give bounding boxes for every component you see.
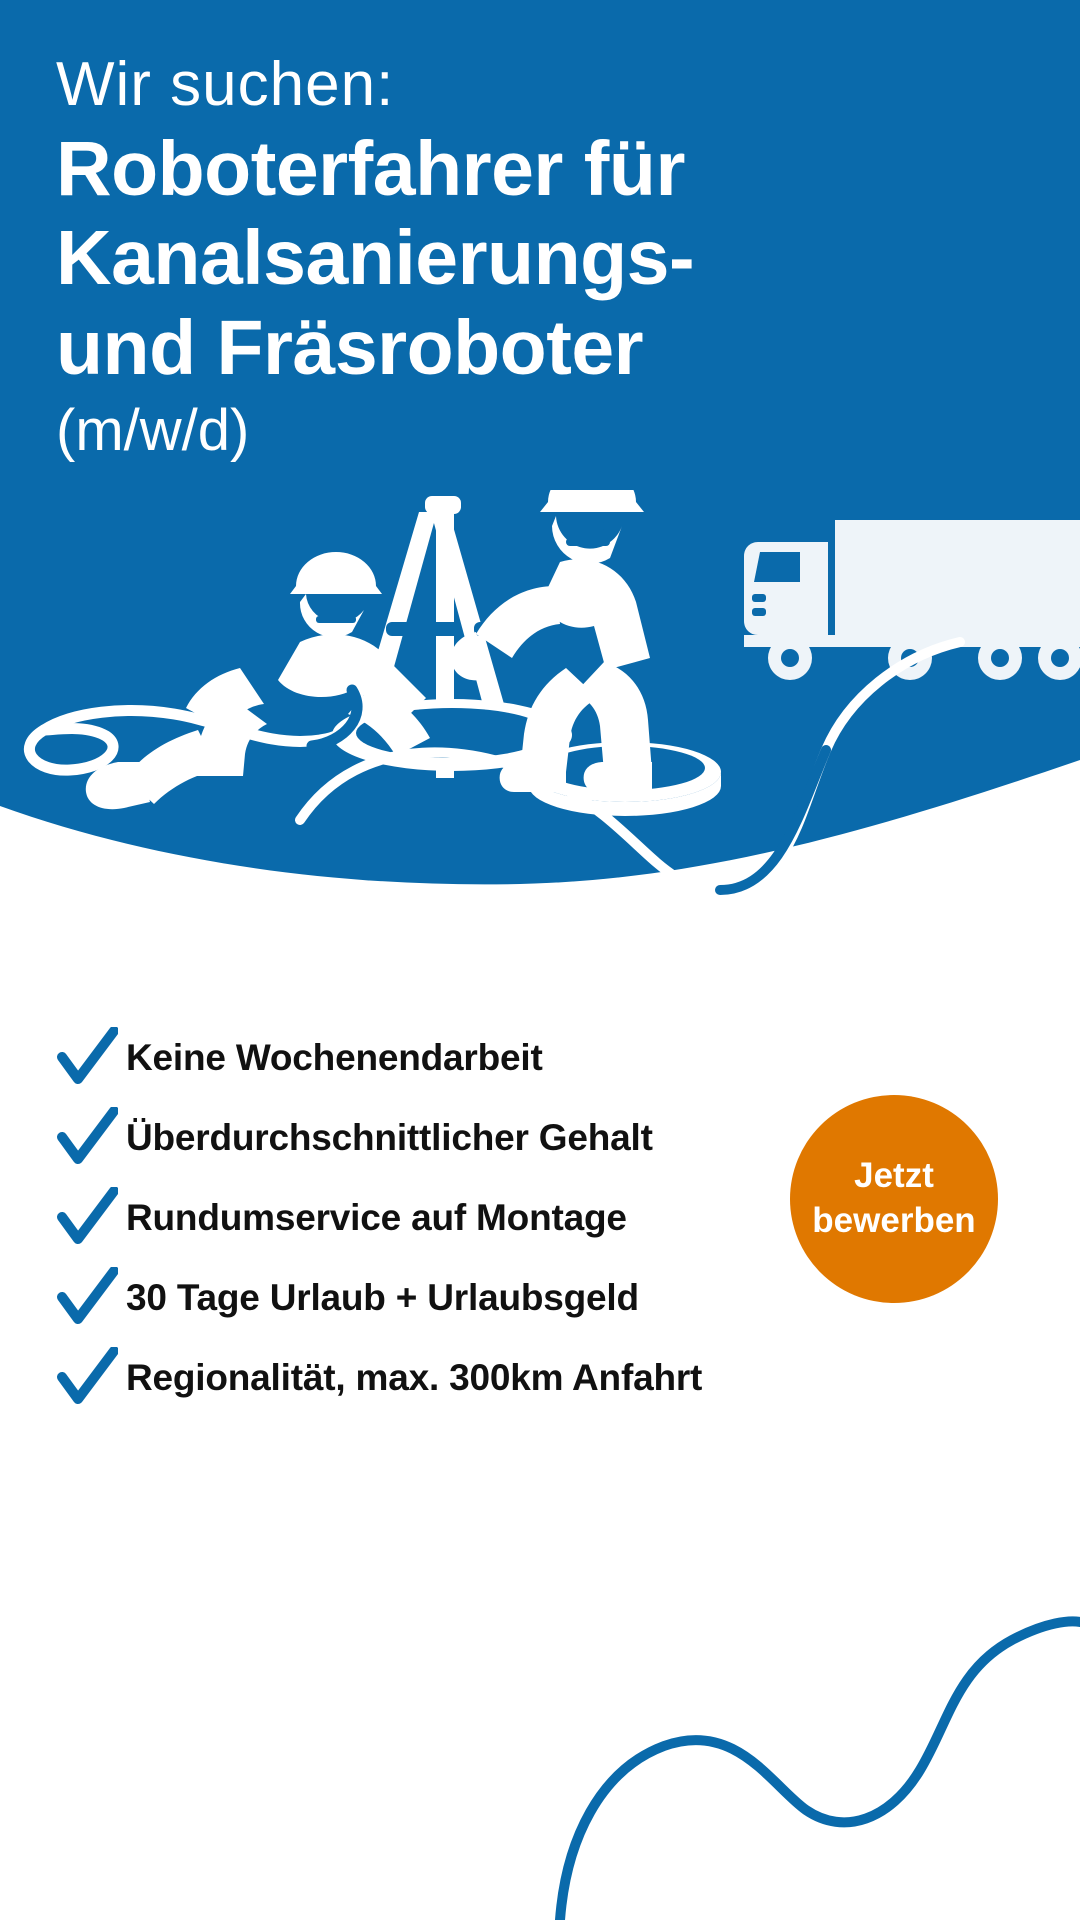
headline-line-2: Kanalsanierungs-: [56, 215, 695, 302]
benefit-item: [56, 1098, 876, 1178]
benefit-item: [56, 1338, 876, 1418]
benefit-label: Überdurchschnittlicher Gehalt: [126, 1117, 653, 1158]
benefit-item: [56, 1018, 876, 1098]
headline-line-1: Roboterfahrer für: [56, 125, 685, 212]
apply-now-badge[interactable]: [790, 1095, 998, 1303]
decorative-curve-top: [0, 560, 1080, 1020]
benefit-item: [56, 1178, 876, 1258]
check-icon: [56, 1027, 118, 1089]
check-icon: [56, 1187, 118, 1249]
check-icon: [56, 1267, 118, 1329]
benefit-label: Rundumservice auf Montage: [126, 1197, 627, 1238]
headline-pre: Wir suchen:: [56, 50, 395, 119]
check-icon: [56, 1107, 118, 1169]
benefit-label: Keine Wochenendarbeit: [126, 1037, 543, 1078]
cta-line-1: Jetzt: [854, 1156, 934, 1196]
check-icon: [56, 1347, 118, 1409]
benefits-list: [56, 1018, 876, 1418]
cta-line-2: bewerben: [812, 1201, 976, 1240]
benefit-label: 30 Tage Urlaub + Urlaubsgeld: [126, 1277, 639, 1318]
benefit-item: [56, 1258, 876, 1338]
gender-note: (m/w/d): [56, 397, 250, 463]
headline-block: [56, 52, 956, 463]
headline-line-3: und Fräsroboter: [56, 304, 644, 391]
benefit-label: Regionalität, max. 300km Anfahrt: [126, 1357, 703, 1398]
